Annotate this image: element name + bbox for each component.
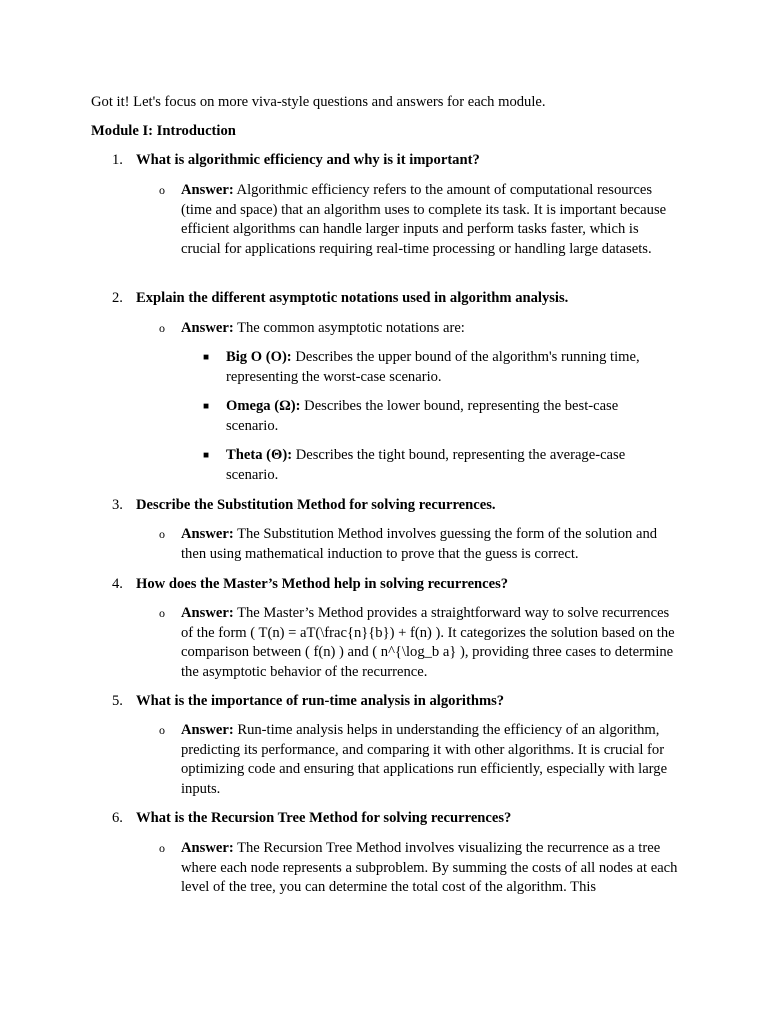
question-4 <box>112 575 692 595</box>
answer-label: Answer: <box>181 182 234 198</box>
hollow-bullet-icon: o <box>159 841 165 855</box>
question-number: 2. <box>112 290 123 306</box>
question-6 <box>112 809 692 829</box>
subitem-big-o <box>203 348 653 387</box>
answer-text: Run-time analysis helps in understanding the efficiency of an algorithm, predicting its performance, and comparing it with other algorithms. It is crucial for optimizing code and ensuring that applications run efficiently, especially with large inputs. <box>181 722 668 797</box>
answer-3 <box>159 525 679 564</box>
question-text: What is the Recursion Tree Method for solving recurrences? <box>136 810 512 826</box>
answer-label: Answer: <box>181 722 234 738</box>
question-number: 3. <box>112 497 123 513</box>
intro-paragraph: Got it! Let's focus on more viva-style questions and answers for each module. <box>91 94 546 110</box>
square-bullet-icon: ■ <box>203 450 210 461</box>
subitem-term: Omega (Ω): <box>226 398 301 414</box>
question-text: Explain the different asymptotic notations used in algorithm analysis. <box>136 290 569 306</box>
question-text: Describe the Substitution Method for solving recurrences. <box>136 497 496 513</box>
subitem-omega <box>203 397 653 436</box>
question-number: 6. <box>112 810 123 826</box>
module-heading: Module I: Introduction <box>91 123 236 139</box>
square-bullet-icon: ■ <box>203 401 210 412</box>
hollow-bullet-icon: o <box>159 183 165 197</box>
answer-label: Answer: <box>181 320 234 336</box>
subitem-theta <box>203 446 653 485</box>
answer-text: The Master’s Method provides a straightforward way to solve recurrences of the form ( T(n) = aT(\frac{n}{b}) + f(n) ). It categorizes the solution based on the comparison between ( f(n) ) and ( n^{\log_b a} ), providing three cases to determine the asymptotic behavior of the recurrence. <box>181 605 675 680</box>
answer-text: The common asymptotic notations are: <box>237 320 465 336</box>
subitem-term: Big O (O): <box>226 349 292 365</box>
question-2 <box>112 289 692 309</box>
answer-5 <box>159 721 679 799</box>
subitem-desc: Describes the tight bound, representing the average-case scenario. <box>226 447 626 483</box>
answer-text: The Substitution Method involves guessing the form of the solution and then using mathematical induction to prove that the guess is correct. <box>181 526 658 562</box>
answer-label: Answer: <box>181 605 234 621</box>
answer-6 <box>159 839 679 898</box>
subitem-desc: Describes the lower bound, representing the best-case scenario. <box>226 398 619 434</box>
hollow-bullet-icon: o <box>159 606 165 620</box>
question-text: What is the importance of run-time analysis in algorithms? <box>136 693 505 709</box>
answer-2 <box>159 319 679 339</box>
subitem-term: Theta (Θ): <box>226 447 293 463</box>
answer-label: Answer: <box>181 840 234 856</box>
answer-1 <box>159 181 679 259</box>
question-5 <box>112 692 692 712</box>
hollow-bullet-icon: o <box>159 321 165 335</box>
question-number: 1. <box>112 152 123 168</box>
question-1 <box>112 151 692 171</box>
answer-text: The Recursion Tree Method involves visualizing the recurrence as a tree where each node represents a subproblem. By summing the costs of all nodes at each level of the tree, you can determine the total cost of the algorithm. This <box>181 840 678 896</box>
question-number: 5. <box>112 693 123 709</box>
square-bullet-icon: ■ <box>203 352 210 363</box>
answer-text: Algorithmic efficiency refers to the amount of computational resources (time and space) that an algorithm uses to complete its task. It is important because efficient algorithms can handle larger inputs and perform tasks faster, which is crucial for applications requiring real-time processing or handling large datasets. <box>181 182 667 257</box>
question-number: 4. <box>112 576 123 592</box>
answer-4 <box>159 604 679 682</box>
subitem-desc: Describes the upper bound of the algorithm's running time, representing the worst-case scenario. <box>226 349 640 385</box>
answer-label: Answer: <box>181 526 234 542</box>
question-text: How does the Master’s Method help in solving recurrences? <box>136 576 509 592</box>
hollow-bullet-icon: o <box>159 723 165 737</box>
question-3 <box>112 496 692 516</box>
hollow-bullet-icon: o <box>159 527 165 541</box>
question-text: What is algorithmic efficiency and why is it important? <box>136 152 480 168</box>
